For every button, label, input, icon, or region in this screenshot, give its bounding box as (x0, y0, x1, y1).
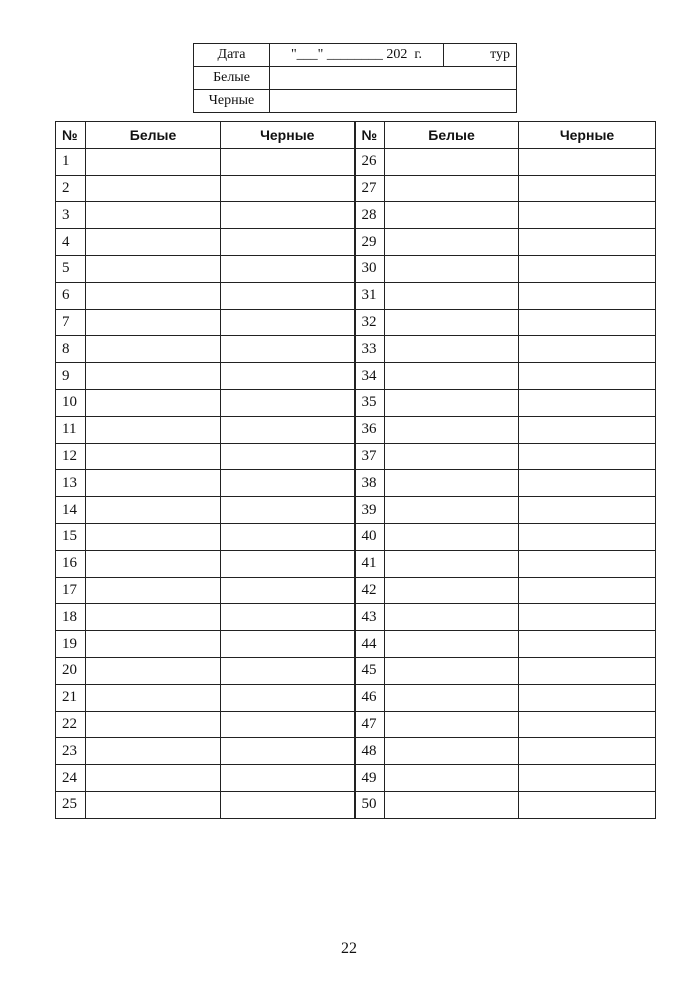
white-move-cell[interactable] (385, 416, 519, 443)
black-move-cell[interactable] (519, 631, 656, 658)
move-number: 17 (56, 577, 86, 604)
move-number: 28 (355, 202, 385, 229)
move-number: 5 (56, 255, 86, 282)
move-row (56, 148, 656, 175)
black-move-cell[interactable] (221, 148, 355, 175)
white-move-cell[interactable] (86, 416, 221, 443)
move-row (56, 550, 656, 577)
white-move-cell[interactable] (86, 791, 221, 818)
white-move-cell[interactable] (385, 523, 519, 550)
white-move-cell[interactable] (385, 684, 519, 711)
move-row (56, 229, 656, 256)
white-move-cell[interactable] (86, 470, 221, 497)
white-move-cell[interactable] (385, 202, 519, 229)
black-move-cell[interactable] (221, 416, 355, 443)
move-row (56, 202, 656, 229)
black-move-cell[interactable] (221, 363, 355, 390)
black-move-header: Черные (221, 122, 355, 149)
date-label: Дата (194, 44, 270, 67)
black-move-cell[interactable] (519, 363, 656, 390)
black-move-cell[interactable] (519, 148, 656, 175)
black-move-cell[interactable] (519, 309, 656, 336)
black-move-cell[interactable] (519, 657, 656, 684)
move-number: 44 (355, 631, 385, 658)
white-move-header: Белые (86, 122, 221, 149)
moves-body (56, 148, 656, 818)
date-row (194, 44, 517, 67)
move-number: 6 (56, 282, 86, 309)
move-number: 14 (56, 497, 86, 524)
move-row (56, 738, 656, 765)
moves-table (55, 121, 656, 819)
move-number: 31 (355, 282, 385, 309)
black-player-row (194, 90, 517, 113)
move-number: 18 (56, 604, 86, 631)
black-move-cell[interactable] (221, 604, 355, 631)
white-move-cell[interactable] (385, 309, 519, 336)
black-move-cell[interactable] (221, 282, 355, 309)
move-row (56, 497, 656, 524)
white-move-cell[interactable] (86, 175, 221, 202)
move-row (56, 309, 656, 336)
move-number: 49 (355, 765, 385, 792)
black-move-cell[interactable] (221, 711, 355, 738)
move-row (56, 657, 656, 684)
white-move-cell[interactable] (385, 389, 519, 416)
move-row (56, 711, 656, 738)
move-number-header: № (56, 122, 86, 149)
move-number: 23 (56, 738, 86, 765)
white-move-cell[interactable] (86, 309, 221, 336)
move-number: 36 (355, 416, 385, 443)
black-move-cell[interactable] (519, 255, 656, 282)
move-row (56, 791, 656, 818)
black-move-cell[interactable] (221, 577, 355, 604)
move-number: 15 (56, 523, 86, 550)
white-move-cell[interactable] (385, 470, 519, 497)
move-number: 25 (56, 791, 86, 818)
move-number: 24 (56, 765, 86, 792)
move-number: 34 (355, 363, 385, 390)
move-number: 38 (355, 470, 385, 497)
move-number: 19 (56, 631, 86, 658)
white-move-cell[interactable] (86, 282, 221, 309)
white-move-cell[interactable] (86, 336, 221, 363)
black-move-header: Черные (519, 122, 656, 149)
black-move-cell[interactable] (519, 202, 656, 229)
black-move-cell[interactable] (221, 202, 355, 229)
move-number: 13 (56, 470, 86, 497)
move-number: 8 (56, 336, 86, 363)
move-row (56, 684, 656, 711)
move-row (56, 631, 656, 658)
move-row (56, 363, 656, 390)
black-move-cell[interactable] (221, 765, 355, 792)
black-move-cell[interactable] (221, 657, 355, 684)
move-number: 41 (355, 550, 385, 577)
move-number: 11 (56, 416, 86, 443)
move-number: 42 (355, 577, 385, 604)
move-number: 33 (355, 336, 385, 363)
move-row (56, 443, 656, 470)
black-move-cell[interactable] (519, 684, 656, 711)
white-move-cell[interactable] (86, 738, 221, 765)
black-move-cell[interactable] (519, 443, 656, 470)
move-number: 47 (355, 711, 385, 738)
black-move-cell[interactable] (519, 711, 656, 738)
white-move-cell[interactable] (86, 202, 221, 229)
move-number: 45 (355, 657, 385, 684)
black-move-cell[interactable] (221, 336, 355, 363)
black-move-cell[interactable] (221, 470, 355, 497)
white-move-cell[interactable] (385, 631, 519, 658)
black-move-cell[interactable] (519, 336, 656, 363)
black-move-cell[interactable] (221, 497, 355, 524)
black-move-cell[interactable] (221, 443, 355, 470)
white-move-cell[interactable] (385, 336, 519, 363)
black-move-cell[interactable] (221, 684, 355, 711)
black-move-cell[interactable] (519, 497, 656, 524)
move-number: 12 (56, 443, 86, 470)
white-move-cell[interactable] (385, 711, 519, 738)
white-move-cell[interactable] (86, 711, 221, 738)
black-move-cell[interactable] (221, 738, 355, 765)
move-number: 1 (56, 148, 86, 175)
move-number: 10 (56, 389, 86, 416)
move-number: 27 (355, 175, 385, 202)
black-move-cell[interactable] (519, 229, 656, 256)
move-row (56, 577, 656, 604)
black-move-cell[interactable] (519, 389, 656, 416)
white-move-cell[interactable] (86, 684, 221, 711)
move-number: 50 (355, 791, 385, 818)
white-move-cell[interactable] (385, 282, 519, 309)
black-move-cell[interactable] (221, 523, 355, 550)
date-field[interactable]: "___" ________ 202 г. (270, 44, 444, 67)
move-number: 21 (56, 684, 86, 711)
move-number: 22 (56, 711, 86, 738)
black-move-cell[interactable] (519, 765, 656, 792)
white-move-cell[interactable] (385, 604, 519, 631)
white-move-cell[interactable] (385, 791, 519, 818)
black-move-cell[interactable] (221, 389, 355, 416)
move-row (56, 282, 656, 309)
white-move-cell[interactable] (86, 497, 221, 524)
white-move-cell[interactable] (86, 550, 221, 577)
page-number: 22 (341, 940, 357, 957)
black-move-cell[interactable] (221, 309, 355, 336)
white-move-cell[interactable] (86, 604, 221, 631)
white-move-cell[interactable] (385, 255, 519, 282)
move-row (56, 336, 656, 363)
move-row (56, 765, 656, 792)
white-move-cell[interactable] (385, 175, 519, 202)
white-move-cell[interactable] (86, 363, 221, 390)
move-number: 9 (56, 363, 86, 390)
move-number: 35 (355, 389, 385, 416)
white-player-label: Белые (194, 67, 270, 90)
move-number: 26 (355, 148, 385, 175)
move-number: 39 (355, 497, 385, 524)
black-player-label: Черные (194, 90, 270, 113)
black-move-cell[interactable] (519, 604, 656, 631)
white-move-cell[interactable] (86, 657, 221, 684)
move-row (56, 416, 656, 443)
white-move-cell[interactable] (385, 363, 519, 390)
white-move-cell[interactable] (86, 523, 221, 550)
black-move-cell[interactable] (221, 229, 355, 256)
move-number: 7 (56, 309, 86, 336)
white-move-cell[interactable] (385, 550, 519, 577)
move-number: 16 (56, 550, 86, 577)
black-move-cell[interactable] (519, 577, 656, 604)
white-move-cell[interactable] (86, 148, 221, 175)
move-row (56, 470, 656, 497)
black-move-cell[interactable] (519, 791, 656, 818)
black-move-cell[interactable] (221, 791, 355, 818)
move-number: 20 (56, 657, 86, 684)
black-move-cell[interactable] (519, 282, 656, 309)
white-move-cell[interactable] (385, 657, 519, 684)
white-move-cell[interactable] (86, 255, 221, 282)
black-move-cell[interactable] (519, 523, 656, 550)
black-move-cell[interactable] (519, 470, 656, 497)
move-row (56, 523, 656, 550)
move-number: 32 (355, 309, 385, 336)
black-move-cell[interactable] (221, 550, 355, 577)
move-number: 37 (355, 443, 385, 470)
move-number: 40 (355, 523, 385, 550)
white-move-cell[interactable] (385, 738, 519, 765)
move-number-header: № (355, 122, 385, 149)
game-info-table (193, 43, 517, 113)
move-number: 2 (56, 175, 86, 202)
white-move-cell[interactable] (86, 443, 221, 470)
white-move-cell[interactable] (385, 497, 519, 524)
white-player-field[interactable] (270, 67, 517, 90)
move-number: 4 (56, 229, 86, 256)
black-player-field[interactable] (270, 90, 517, 113)
white-player-row (194, 67, 517, 90)
black-move-cell[interactable] (519, 738, 656, 765)
white-move-cell[interactable] (86, 631, 221, 658)
white-move-cell[interactable] (86, 389, 221, 416)
round-field[interactable]: тур (444, 44, 517, 67)
move-number: 30 (355, 255, 385, 282)
black-move-cell[interactable] (221, 255, 355, 282)
move-number: 3 (56, 202, 86, 229)
white-move-header: Белые (385, 122, 519, 149)
move-number: 46 (355, 684, 385, 711)
move-number: 48 (355, 738, 385, 765)
white-move-cell[interactable] (86, 229, 221, 256)
move-row (56, 604, 656, 631)
white-move-cell[interactable] (385, 577, 519, 604)
black-move-cell[interactable] (519, 175, 656, 202)
white-move-cell[interactable] (86, 765, 221, 792)
white-move-cell[interactable] (385, 765, 519, 792)
black-move-cell[interactable] (221, 175, 355, 202)
black-move-cell[interactable] (519, 550, 656, 577)
moves-header-row (56, 122, 656, 149)
white-move-cell[interactable] (385, 148, 519, 175)
move-row (56, 389, 656, 416)
move-row (56, 255, 656, 282)
black-move-cell[interactable] (519, 416, 656, 443)
move-row (56, 175, 656, 202)
black-move-cell[interactable] (221, 631, 355, 658)
move-number: 43 (355, 604, 385, 631)
white-move-cell[interactable] (86, 577, 221, 604)
move-number: 29 (355, 229, 385, 256)
white-move-cell[interactable] (385, 229, 519, 256)
white-move-cell[interactable] (385, 443, 519, 470)
